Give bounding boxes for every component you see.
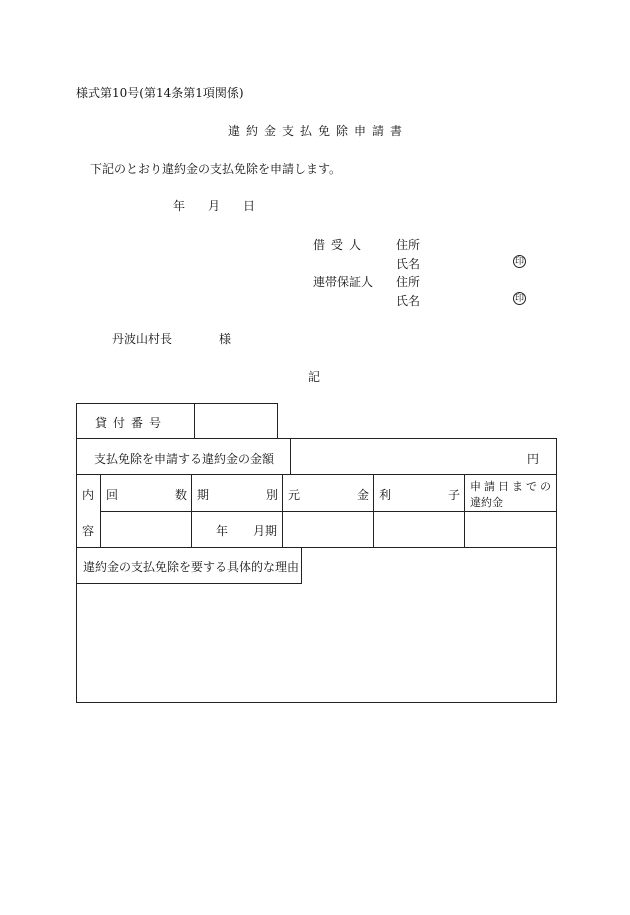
col-period-2: 別	[266, 488, 279, 502]
col-interest-1: 利	[379, 488, 392, 502]
naiyou-char-1: 内	[82, 488, 95, 502]
recipient-name: 丹波山村長	[112, 332, 173, 346]
amount-label: 支払免除を申請する違約金の金額	[94, 452, 275, 466]
loan-number-value[interactable]	[196, 405, 276, 437]
guarantor-address-label: 住所	[396, 275, 421, 289]
count-value[interactable]	[102, 513, 190, 546]
col-penalty-1: 申請日までの	[470, 480, 554, 493]
guarantor-name-label: 氏名	[396, 294, 421, 308]
applicant-name-label: 氏名	[396, 257, 421, 271]
col-count-2: 数	[175, 488, 188, 502]
reason-label: 違約金の支払免除を要する具体的な理由	[83, 560, 300, 574]
interest-value[interactable]	[375, 513, 463, 546]
amount-unit: 円	[527, 452, 540, 466]
amount-value[interactable]	[292, 440, 517, 472]
date-day: 日	[243, 199, 256, 213]
guarantor-role: 連帯保証人	[313, 275, 374, 289]
col-count-1: 回	[106, 488, 119, 502]
naiyou-char-2: 容	[82, 524, 95, 538]
intro-text: 下記のとおり違約金の支払免除を申請します。	[90, 162, 342, 176]
applicant-seal: 印	[514, 257, 524, 267]
form-number: 様式第10号(第14条第1項関係)	[76, 86, 244, 100]
period-month-label: 月期	[253, 524, 278, 538]
ki-label: 記	[308, 370, 321, 384]
guarantor-seal: 印	[514, 294, 524, 304]
recipient-honorific: 様	[219, 332, 232, 346]
date-month: 月	[208, 199, 221, 213]
col-penalty-2: 違約金	[470, 496, 503, 509]
col-principal-1: 元	[288, 488, 301, 502]
col-principal-2: 金	[357, 488, 370, 502]
applicant-address-label: 住所	[396, 238, 421, 252]
applicant-role: 借受人	[313, 238, 368, 252]
principal-value[interactable]	[284, 513, 372, 546]
col-interest-2: 子	[448, 488, 461, 502]
form-title: 違約金支払免除申請書	[228, 124, 409, 138]
date-year: 年	[173, 199, 186, 213]
col-period-1: 期	[197, 488, 210, 502]
reason-field[interactable]	[78, 585, 555, 701]
loan-number-label: 貸付番号	[95, 416, 168, 430]
period-year-label: 年	[216, 524, 229, 538]
penalty-value[interactable]	[466, 513, 555, 546]
